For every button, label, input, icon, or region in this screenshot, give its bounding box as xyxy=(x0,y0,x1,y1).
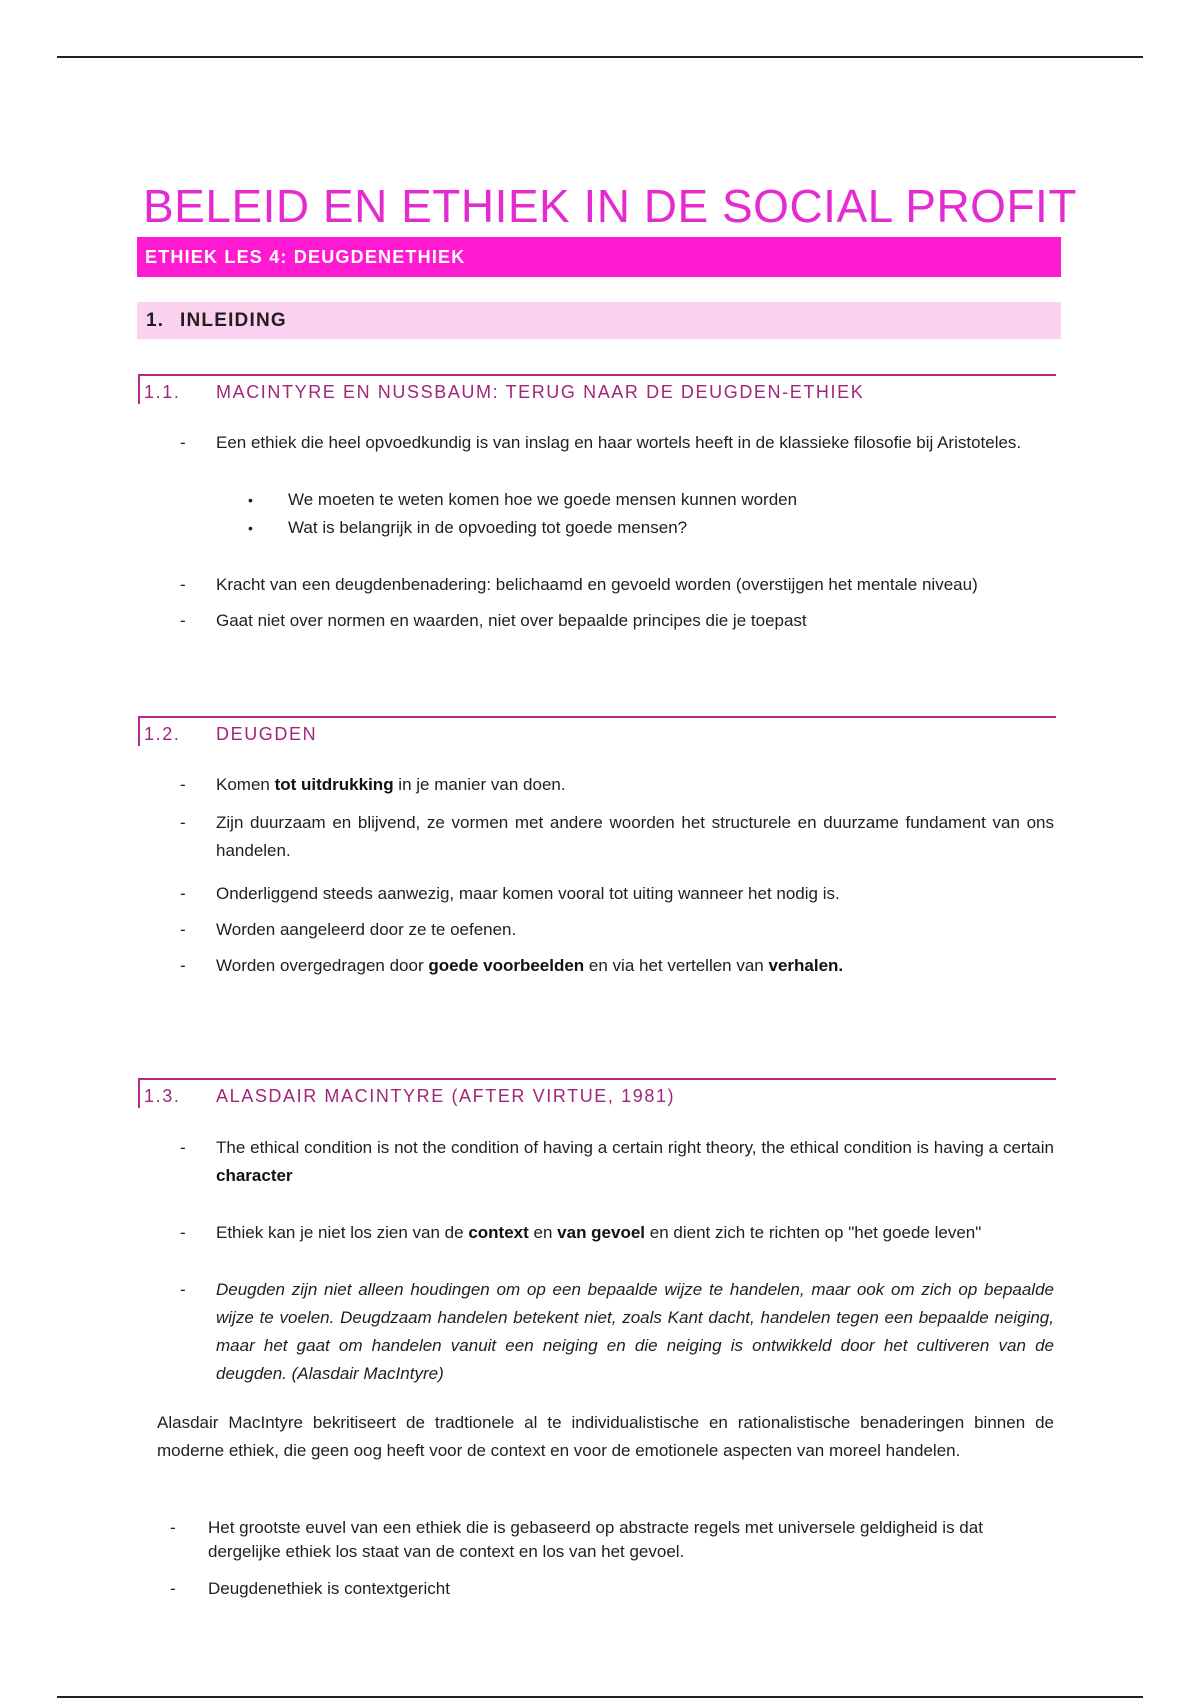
bullet-item xyxy=(248,514,1048,542)
list-item xyxy=(180,916,1054,944)
item-text: Zijn duurzaam en blijvend, ze vormen met andere woorden het structurele en duurzame fundament van ons handelen. xyxy=(216,813,1054,860)
list-item-quote xyxy=(180,1276,1054,1388)
dash-marker: - xyxy=(180,433,186,452)
list-item xyxy=(180,771,1054,799)
bullet-text: We moeten te weten komen hoe we goede mensen kunnen worden xyxy=(288,490,798,509)
item-text: Deugdenethiek is contextgericht xyxy=(208,1579,450,1598)
item-text: Komen tot uitdrukking in je manier van doen. xyxy=(216,775,566,794)
dash-marker: - xyxy=(180,1138,186,1157)
body-paragraph: Alasdair MacIntyre bekritiseert de tradtionele al te individualistische en rationalistische benaderingen binnen de moderne ethiek, die geen oog heeft voor de context en voor de emotionele aspecten van moreel handelen. xyxy=(157,1413,1054,1460)
dash-marker: - xyxy=(170,1579,176,1598)
subsection-number: 1.3. xyxy=(144,1086,181,1106)
list-item xyxy=(180,429,1054,457)
list-item xyxy=(180,571,1054,599)
subsection-label: MACINTYRE EN NUSSBAUM: TERUG NAAR DE DEUGDEN-ETHIEK xyxy=(216,382,865,402)
list-item xyxy=(180,952,1054,980)
subsection-number: 1.2. xyxy=(144,724,181,744)
section-number: 1. xyxy=(146,310,165,331)
bottom-divider xyxy=(57,1696,1143,1698)
item-text: Het grootste euvel van een ethiek die is gebaseerd op abstracte regels met universele geldigheid is dat dergelijke ethiek los staat van de context en los van het gevoel. xyxy=(208,1518,983,1561)
subsection-number: 1.1. xyxy=(144,382,181,402)
list-item xyxy=(170,1516,1054,1564)
lesson-heading: ETHIEK LES 4: DEUGDENETHIEK xyxy=(137,237,1061,277)
list-item xyxy=(180,1134,1054,1190)
item-text: Gaat niet over normen en waarden, niet over bepaalde principes die je toepast xyxy=(216,611,807,630)
section-heading xyxy=(137,302,1061,339)
dash-marker: - xyxy=(180,1223,186,1242)
item-text: Worden overgedragen door goede voorbeelden en via het vertellen van verhalen. xyxy=(216,956,844,975)
list-item xyxy=(180,809,1054,865)
item-text: The ethical condition is not the condition of having a certain right theory, the ethical condition is having a certain character xyxy=(216,1138,1054,1185)
subsection-heading-1-1 xyxy=(138,374,1056,404)
dash-marker: - xyxy=(180,775,186,794)
list-item xyxy=(180,880,1054,908)
item-text: Deugden zijn niet alleen houdingen om op een bepaalde wijze te handelen, maar ook om zich op bepaalde wijze te voelen. Deugdzaam handelen betekent niet, zoals Kant dacht, handelen tegen een bepaalde neiging, maar het gaat om handelen vanuit een neiging en die neiging is ontwikkeld door het cultiveren van de deugden. (Alasdair MacIntyre) xyxy=(216,1280,1054,1383)
item-text: Ethiek kan je niet los zien van de context en van gevoel en dient zich te richten op "het goede leven" xyxy=(216,1223,982,1242)
subsection-heading-1-2 xyxy=(138,716,1056,746)
item-text: Kracht van een deugdenbenadering: belichaamd en gevoeld worden (overstijgen het mentale niveau) xyxy=(216,575,978,594)
dash-marker: - xyxy=(180,575,186,594)
subsection-label: ALASDAIR MACINTYRE (AFTER VIRTUE, 1981) xyxy=(216,1086,676,1106)
dash-marker: - xyxy=(180,956,186,975)
section-label: INLEIDING xyxy=(180,310,287,331)
item-text: Een ethiek die heel opvoedkundig is van inslag en haar wortels heeft in de klassieke filosofie bij Aristoteles. xyxy=(216,433,1022,452)
list-item xyxy=(180,1219,1054,1247)
dash-marker: - xyxy=(180,884,186,903)
dash-marker: - xyxy=(170,1518,176,1537)
dash-marker: - xyxy=(180,920,186,939)
subsection-heading-1-3 xyxy=(138,1078,1056,1108)
bullet-item xyxy=(248,486,1048,514)
item-text: Onderliggend steeds aanwezig, maar komen vooral tot uiting wanneer het nodig is. xyxy=(216,884,840,903)
dash-marker: - xyxy=(180,1280,186,1299)
top-divider xyxy=(57,56,1143,58)
document-title: BELEID EN ETHIEK IN DE SOCIAL PROFIT xyxy=(143,179,1077,232)
bullet-text: Wat is belangrijk in de opvoeding tot goede mensen? xyxy=(288,518,688,537)
dash-marker: - xyxy=(180,611,186,630)
item-text: Worden aangeleerd door ze te oefenen. xyxy=(216,920,517,939)
bullet-marker: • xyxy=(248,492,253,508)
dash-marker: - xyxy=(180,813,186,832)
list-item xyxy=(170,1577,1054,1601)
subsection-label: DEUGDEN xyxy=(216,724,318,744)
list-item xyxy=(180,607,1054,635)
bullet-marker: • xyxy=(248,520,253,536)
